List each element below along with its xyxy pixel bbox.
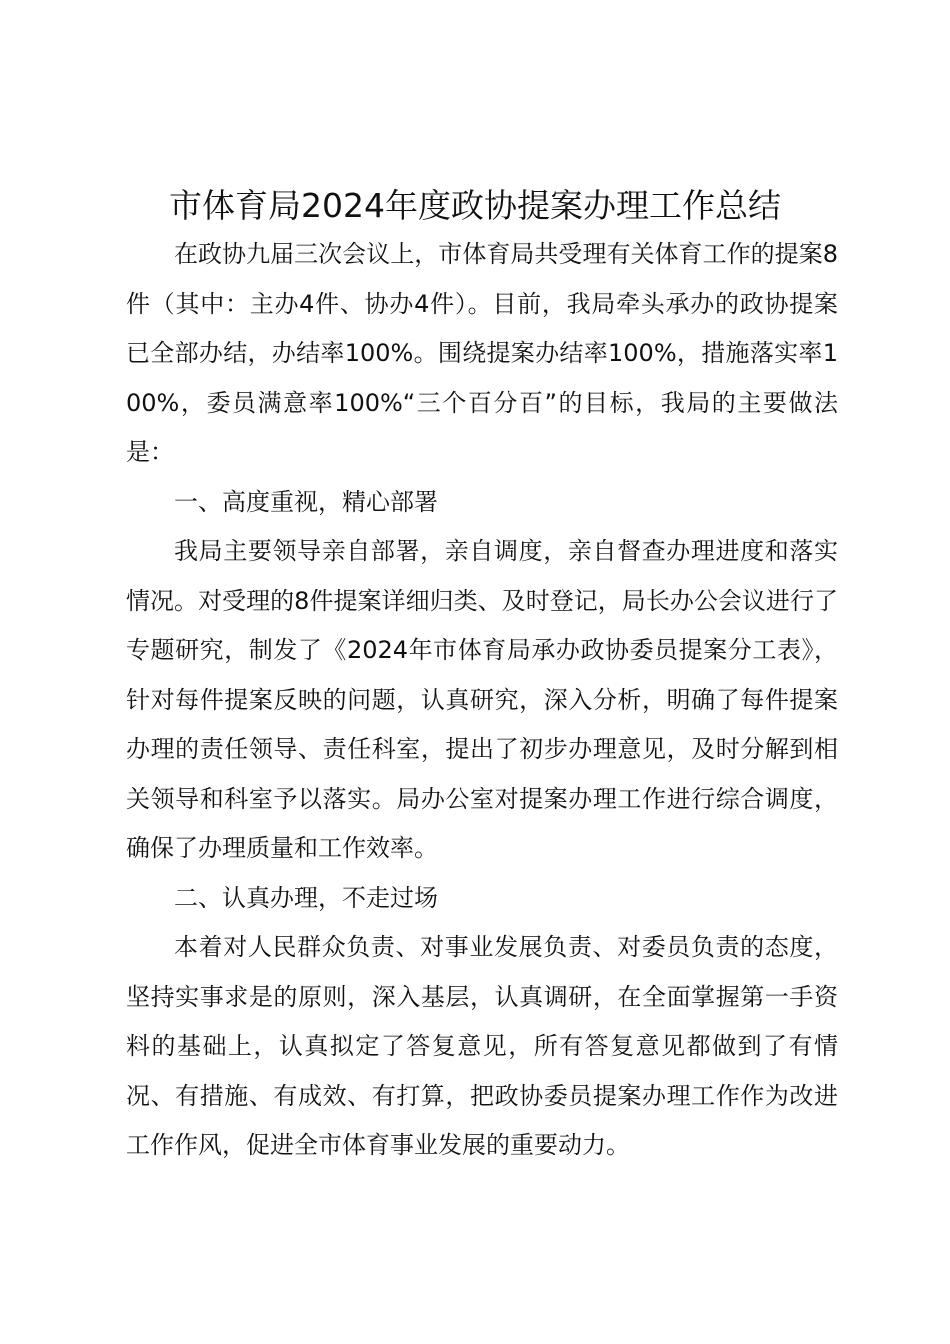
section-body-2: 本着对人民群众负责、对事业发展负责、对委员负责的态度，坚持实事求是的原则，深入基层，认真调研，在全面掌握第一手资料的基础上，认真拟定了答复意见，所有答复意见都做到了有情况、有措施、有成效、有打算，把政协委员提案办理工作作为改进工作作风，促进全市体育事业发展的重要动力。 <box>126 933 838 1159</box>
section-heading-1: 一、高度重视，精心部署 <box>174 487 438 516</box>
section-heading-2: 二、认真办理，不走过场 <box>174 883 438 912</box>
document-title: 市体育局2024年度政协提案办理工作总结 <box>169 186 781 225</box>
intro-paragraph: 在政协九届三次会议上，市体育局共受理有关体育工作的提案8件（其中：主办4件、协办4件）。目前，我局牵头承办的政协提案已全部办结，办结率100%。围绕提案办结率100%，措施落实率100%，委员满意率100%“三个百分百”的目标，我局的主要做法是： <box>126 240 838 466</box>
document-body <box>126 230 838 1171</box>
section-body-1: 我局主要领导亲自部署，亲自调度，亲自督查办理进度和落实情况。对受理的8件提案详细归类、及时登记，局长办公会议进行了专题研究，制发了《2024年市体育局承办政协委员提案分工表》，针对每件提案反映的问题，认真研究，深入分析，明确了每件提案办理的责任领导、责任科室，提出了初步办理意见，及时分解到相关领导和科室予以落实。局办公室对提案办理工作进行综合调度，确保了办理质量和工作效率。 <box>126 537 838 862</box>
